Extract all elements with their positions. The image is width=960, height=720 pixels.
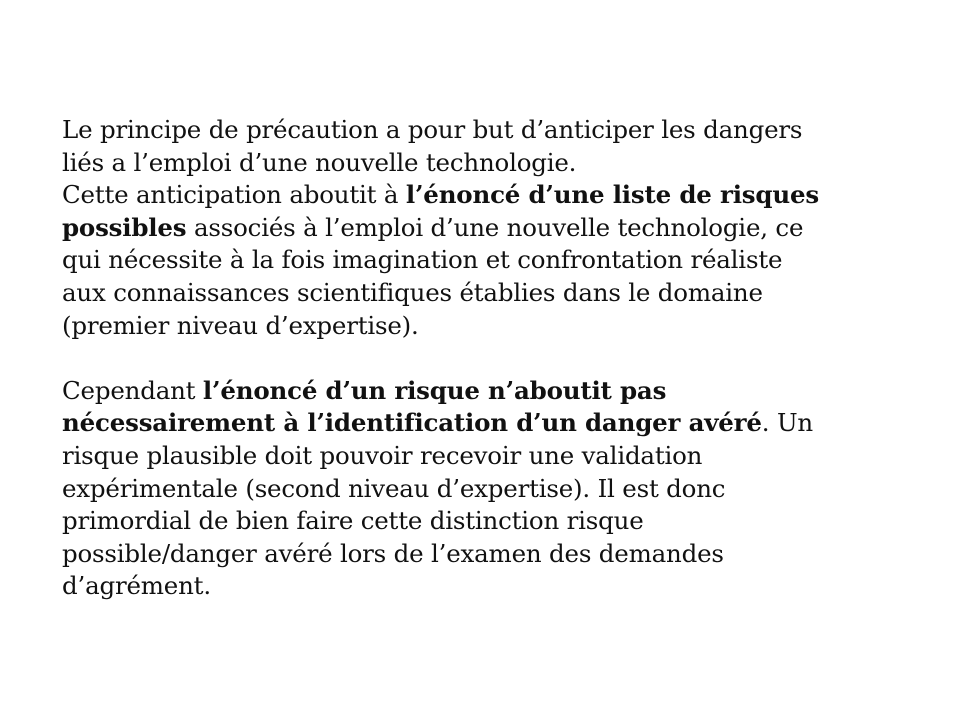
emphasis-text: possibles xyxy=(62,212,187,242)
paragraph-precaution-principle xyxy=(62,114,922,342)
text-line: Le principe de précaution a pour but d’anticiper les dangers xyxy=(62,115,803,144)
paragraph-spacer xyxy=(62,342,922,375)
body-text xyxy=(62,114,922,603)
text-line: qui nécessite à la fois imagination et confrontation réaliste xyxy=(62,245,783,275)
emphasis-text: l’énoncé d’une liste de risques xyxy=(405,180,819,210)
text-line: aux connaissances scientifiques établies dans le domaine xyxy=(62,277,763,307)
paragraph-risk-validation xyxy=(62,375,922,603)
text-line: liés a l’emploi d’une nouvelle technologie. xyxy=(62,147,577,177)
text-line: primordial de bien faire cette distinction risque xyxy=(62,506,644,536)
text-run: . Un xyxy=(761,408,813,438)
text-run: associés à l’emploi d’une nouvelle technologie, ce xyxy=(186,212,804,242)
text-line xyxy=(62,212,922,245)
text-line xyxy=(62,407,922,440)
text-line: risque plausible doit pouvoir recevoir une validation xyxy=(62,440,703,470)
text-line: d’agrément. xyxy=(62,571,211,601)
text-line xyxy=(62,179,922,212)
text-run: Cependant xyxy=(62,375,203,405)
text-line: expérimentale (second niveau d’expertise). Il est donc xyxy=(62,473,726,503)
text-run: Cette anticipation aboutit à xyxy=(62,180,406,210)
text-line: (premier niveau d’expertise). xyxy=(62,310,419,340)
text-line xyxy=(62,375,922,408)
text-line: possible/danger avéré lors de l’examen des demandes xyxy=(62,538,724,568)
emphasis-text: l’énoncé d’un risque n’aboutit pas xyxy=(202,375,667,405)
emphasis-text: nécessairement à l’identification d’un danger avéré xyxy=(62,408,762,438)
